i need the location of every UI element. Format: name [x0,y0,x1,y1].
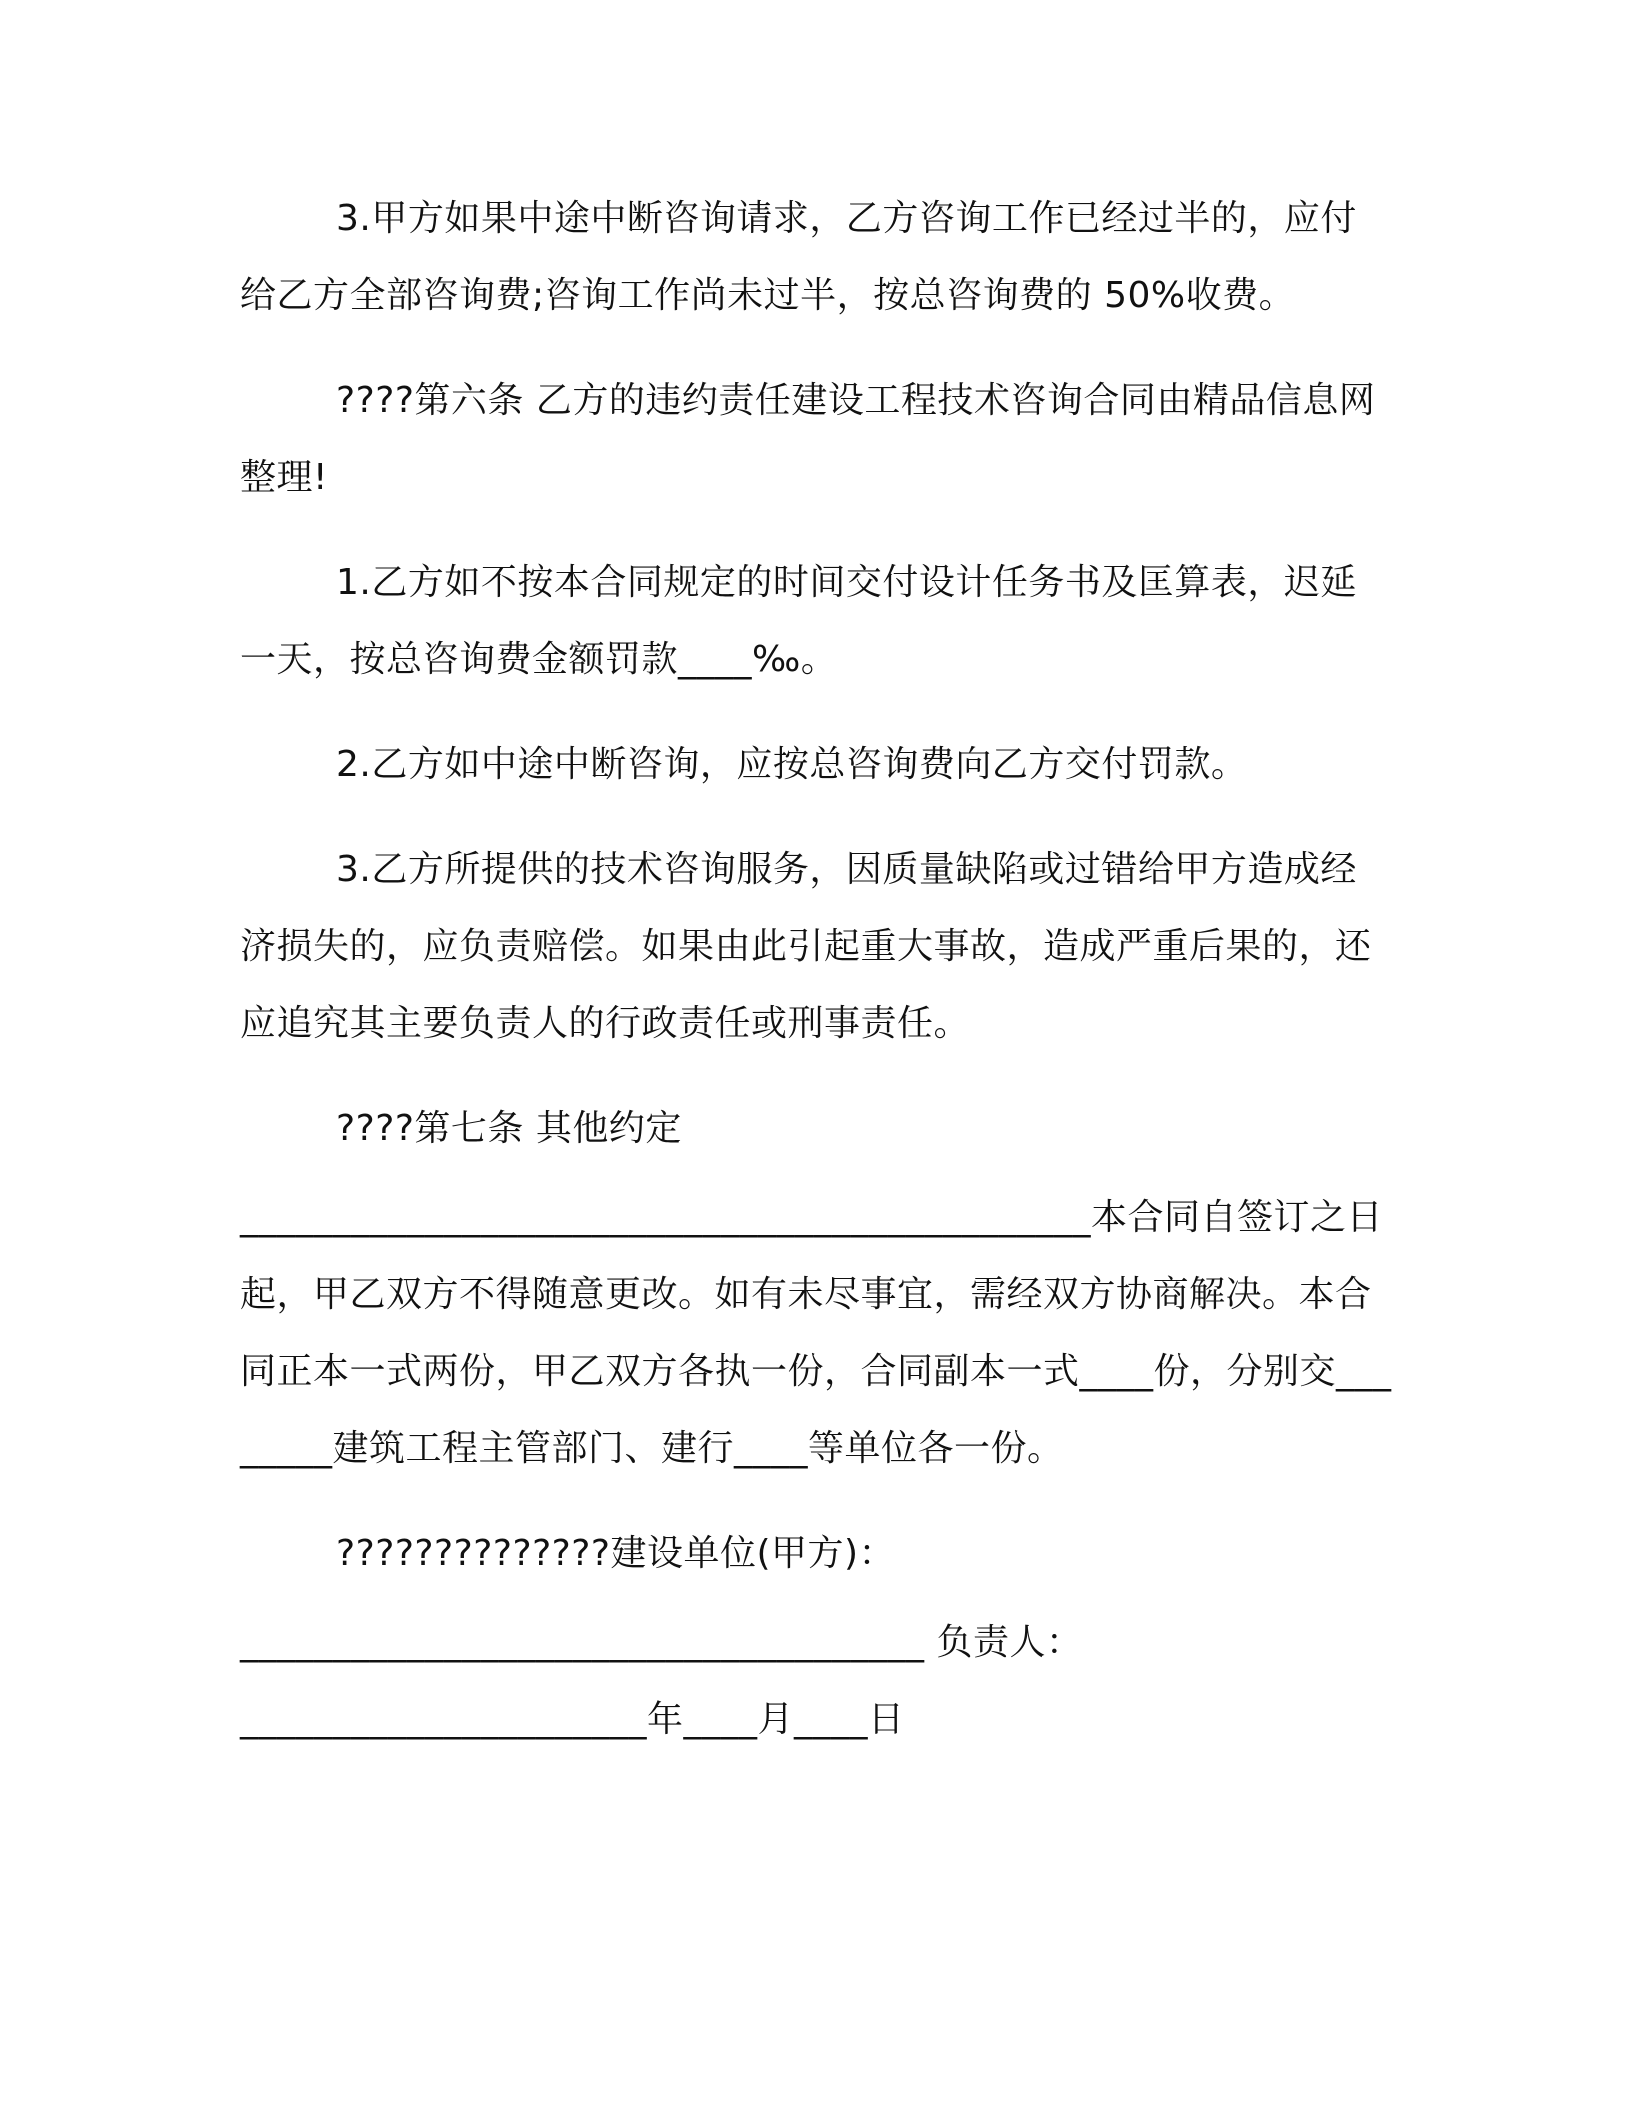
article-6-heading: ????第六条 乙方的违约责任建设工程技术咨询合同由精品信息网整理! [240,380,1376,498]
party-a-label: ??????????????建设单位(甲方)： [336,1533,896,1574]
article-6-item-2: 2.乙方如中途中断咨询，应按总咨询费向乙方交付罚款。 [336,744,1248,785]
article-6-item-3: 3.乙方所提供的技术咨询服务，因质量缺陷或过错给甲方造成经济损失的，应负责赔偿。如果由此引起重大事故，造成严重后果的，还应追究其主要负责人的行政责任或刑事责任。 [240,849,1372,1044]
document-body [240,180,1392,1758]
article-7-heading: ????第七条 其他约定 [336,1108,682,1149]
date-line: ______________________年____月____日 [240,1699,905,1740]
clause-5-item-3: 3.甲方如果中途中断咨询请求，乙方咨询工作已经过半的，应付给乙方全部咨询费;咨询工作尚未过半，按总咨询费的 50%收费。 [240,198,1357,316]
article-6-item-1: 1.乙方如不按本合同规定的时间交付设计任务书及匡算表，迟延一天，按总咨询费金额罚款____‰。 [240,562,1357,680]
article-7-body: ______________________________________________本合同自签订之日起，甲乙双方不得随意更改。如有未尽事宜，需经双方协商解决。本合同正本一式两份，甲乙双方各执一份，合同副本一式____份，分别交________建筑工程主管部门、建行____等单位各一份。 [240,1197,1392,1469]
responsible-person-line: _____________________________________ 负责人： [240,1622,1083,1663]
